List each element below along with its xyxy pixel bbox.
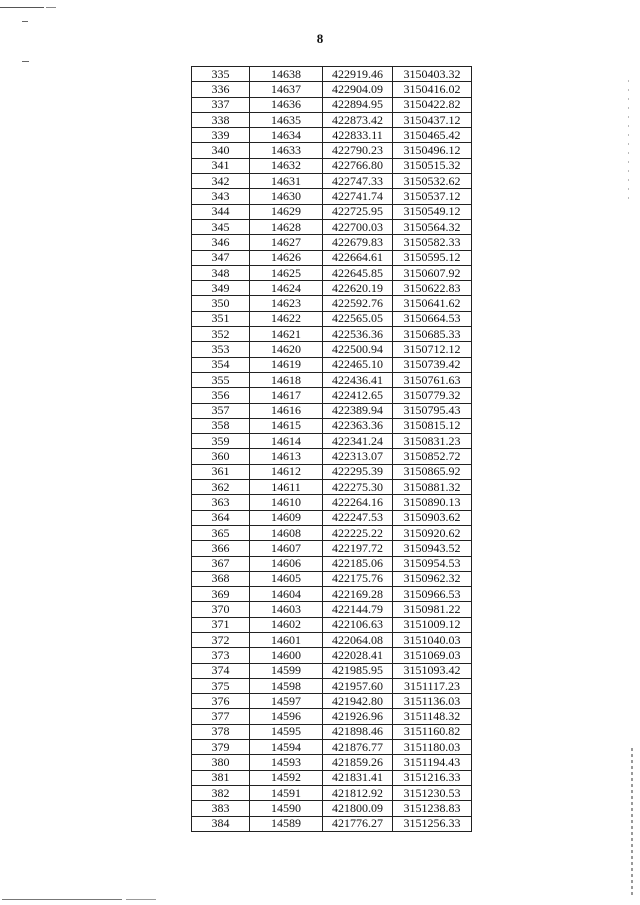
coordinate-y-cell: 3150943.52 <box>393 541 472 556</box>
coordinate-y-cell: 3150582.33 <box>393 235 472 250</box>
station-number-cell: 14613 <box>250 449 323 464</box>
station-number-cell: 14635 <box>250 112 323 127</box>
page-number: 8 <box>316 31 324 46</box>
table-row <box>192 174 472 189</box>
station-number-cell: 14606 <box>250 556 323 571</box>
coordinate-y-cell: 3150795.43 <box>393 403 472 418</box>
coordinate-x-cell: 422185.06 <box>323 556 393 571</box>
station-number-cell: 14620 <box>250 342 323 357</box>
coordinate-x-cell: 422175.76 <box>323 571 393 586</box>
coordinate-x-cell: 422465.10 <box>323 357 393 372</box>
station-number-cell: 14591 <box>250 785 323 800</box>
table-row <box>192 112 472 127</box>
coordinate-y-cell: 3151230.53 <box>393 785 472 800</box>
table-row <box>192 740 472 755</box>
scan-edge-artifact <box>631 748 633 898</box>
coordinate-x-cell: 421831.41 <box>323 770 393 785</box>
coordinates-table-body <box>192 67 472 832</box>
table-row <box>192 678 472 693</box>
point-number-cell: 373 <box>192 648 250 663</box>
coordinate-y-cell: 3151040.03 <box>393 632 472 647</box>
table-row <box>192 510 472 525</box>
coordinate-y-cell: 3151194.43 <box>393 755 472 770</box>
coordinate-y-cell: 3150515.32 <box>393 158 472 173</box>
point-number-cell: 363 <box>192 495 250 510</box>
point-number-cell: 357 <box>192 403 250 418</box>
coordinate-x-cell: 422436.41 <box>323 372 393 387</box>
coordinate-y-cell: 3150779.32 <box>393 388 472 403</box>
point-number-cell: 382 <box>192 785 250 800</box>
point-number-cell: 367 <box>192 556 250 571</box>
point-number-cell: 376 <box>192 694 250 709</box>
table-row <box>192 235 472 250</box>
point-number-cell: 372 <box>192 632 250 647</box>
coordinate-x-cell: 422389.94 <box>323 403 393 418</box>
table-row <box>192 801 472 816</box>
coordinate-x-cell: 421985.95 <box>323 663 393 678</box>
coordinate-x-cell: 421898.46 <box>323 724 393 739</box>
coordinate-x-cell: 422028.41 <box>323 648 393 663</box>
coordinate-y-cell: 3150739.42 <box>393 357 472 372</box>
coordinate-y-cell: 3150465.42 <box>393 128 472 143</box>
coordinate-y-cell: 3150564.32 <box>393 219 472 234</box>
coordinate-x-cell: 422225.22 <box>323 525 393 540</box>
coordinate-x-cell: 422536.36 <box>323 327 393 342</box>
station-number-cell: 14618 <box>250 372 323 387</box>
coordinate-y-cell: 3151256.33 <box>393 816 472 831</box>
coordinate-x-cell: 422620.19 <box>323 281 393 296</box>
coordinates-table <box>191 66 472 832</box>
scan-artifact-line <box>126 899 156 900</box>
table-row <box>192 632 472 647</box>
coordinate-x-cell: 422144.79 <box>323 602 393 617</box>
point-number-cell: 366 <box>192 541 250 556</box>
coordinate-y-cell: 3150664.53 <box>393 311 472 326</box>
coordinate-y-cell: 3150815.12 <box>393 418 472 433</box>
station-number-cell: 14632 <box>250 158 323 173</box>
point-number-cell: 383 <box>192 801 250 816</box>
station-number-cell: 14617 <box>250 388 323 403</box>
table-row <box>192 556 472 571</box>
station-number-cell: 14610 <box>250 495 323 510</box>
scan-artifact-dash <box>22 21 28 22</box>
coordinate-y-cell: 3150962.32 <box>393 571 472 586</box>
point-number-cell: 347 <box>192 250 250 265</box>
point-number-cell: 346 <box>192 235 250 250</box>
station-number-cell: 14607 <box>250 541 323 556</box>
coordinate-x-cell: 422904.09 <box>323 82 393 97</box>
table-row <box>192 250 472 265</box>
coordinate-y-cell: 3150954.53 <box>393 556 472 571</box>
coordinate-y-cell: 3151160.82 <box>393 724 472 739</box>
coordinate-y-cell: 3150595.12 <box>393 250 472 265</box>
point-number-cell: 356 <box>192 388 250 403</box>
coordinate-x-cell: 422790.23 <box>323 143 393 158</box>
coordinate-x-cell: 422664.61 <box>323 250 393 265</box>
coordinate-x-cell: 422264.16 <box>323 495 393 510</box>
coordinate-x-cell: 422645.85 <box>323 265 393 280</box>
coordinate-y-cell: 3151238.83 <box>393 801 472 816</box>
table-row <box>192 464 472 479</box>
table-row <box>192 541 472 556</box>
point-number-cell: 353 <box>192 342 250 357</box>
point-number-cell: 374 <box>192 663 250 678</box>
coordinate-y-cell: 3150437.12 <box>393 112 472 127</box>
table-row <box>192 403 472 418</box>
station-number-cell: 14628 <box>250 219 323 234</box>
coordinate-x-cell: 422169.28 <box>323 587 393 602</box>
table-row <box>192 602 472 617</box>
table-row <box>192 770 472 785</box>
station-number-cell: 14596 <box>250 709 323 724</box>
point-number-cell: 336 <box>192 82 250 97</box>
coordinate-y-cell: 3150532.62 <box>393 174 472 189</box>
station-number-cell: 14614 <box>250 434 323 449</box>
coordinate-y-cell: 3151148.32 <box>393 709 472 724</box>
coordinate-x-cell: 421957.60 <box>323 678 393 693</box>
point-number-cell: 342 <box>192 174 250 189</box>
coordinate-x-cell: 422247.53 <box>323 510 393 525</box>
station-number-cell: 14622 <box>250 311 323 326</box>
coordinate-y-cell: 3150865.92 <box>393 464 472 479</box>
point-number-cell: 338 <box>192 112 250 127</box>
coordinate-y-cell: 3150981.22 <box>393 602 472 617</box>
table-row <box>192 296 472 311</box>
point-number-cell: 349 <box>192 281 250 296</box>
table-row <box>192 709 472 724</box>
coordinate-x-cell: 422275.30 <box>323 480 393 495</box>
coordinate-y-cell: 3151069.03 <box>393 648 472 663</box>
table-row <box>192 418 472 433</box>
point-number-cell: 384 <box>192 816 250 831</box>
station-number-cell: 14615 <box>250 418 323 433</box>
coordinate-y-cell: 3150422.82 <box>393 97 472 112</box>
table-row <box>192 388 472 403</box>
table-row <box>192 785 472 800</box>
coordinate-y-cell: 3150852.72 <box>393 449 472 464</box>
coordinate-y-cell: 3150761.63 <box>393 372 472 387</box>
station-number-cell: 14626 <box>250 250 323 265</box>
station-number-cell: 14604 <box>250 587 323 602</box>
coordinate-x-cell: 422700.03 <box>323 219 393 234</box>
point-number-cell: 360 <box>192 449 250 464</box>
coordinate-x-cell: 422833.11 <box>323 128 393 143</box>
coordinate-x-cell: 422412.65 <box>323 388 393 403</box>
station-number-cell: 14599 <box>250 663 323 678</box>
table-row <box>192 189 472 204</box>
point-number-cell: 369 <box>192 587 250 602</box>
point-number-cell: 368 <box>192 571 250 586</box>
station-number-cell: 14594 <box>250 740 323 755</box>
point-number-cell: 380 <box>192 755 250 770</box>
coordinate-x-cell: 421926.96 <box>323 709 393 724</box>
coordinate-x-cell: 422592.76 <box>323 296 393 311</box>
point-number-cell: 381 <box>192 770 250 785</box>
coordinate-x-cell: 422565.05 <box>323 311 393 326</box>
station-number-cell: 14627 <box>250 235 323 250</box>
coordinate-y-cell: 3151136.03 <box>393 694 472 709</box>
table-row <box>192 372 472 387</box>
station-number-cell: 14605 <box>250 571 323 586</box>
table-row <box>192 449 472 464</box>
coordinate-x-cell: 421812.92 <box>323 785 393 800</box>
coordinate-x-cell: 422873.42 <box>323 112 393 127</box>
coordinate-x-cell: 422919.46 <box>323 67 393 82</box>
coordinate-y-cell: 3150685.33 <box>393 327 472 342</box>
scan-artifact-line <box>46 7 56 8</box>
coordinate-y-cell: 3151216.33 <box>393 770 472 785</box>
station-number-cell: 14608 <box>250 525 323 540</box>
point-number-cell: 354 <box>192 357 250 372</box>
coordinate-y-cell: 3151009.12 <box>393 617 472 632</box>
coordinate-x-cell: 422500.94 <box>323 342 393 357</box>
table-row <box>192 525 472 540</box>
coordinate-x-cell: 422341.24 <box>323 434 393 449</box>
point-number-cell: 339 <box>192 128 250 143</box>
coordinate-y-cell: 3150549.12 <box>393 204 472 219</box>
station-number-cell: 14600 <box>250 648 323 663</box>
table-row <box>192 97 472 112</box>
table-row <box>192 265 472 280</box>
table-row <box>192 724 472 739</box>
point-number-cell: 379 <box>192 740 250 755</box>
point-number-cell: 340 <box>192 143 250 158</box>
point-number-cell: 337 <box>192 97 250 112</box>
point-number-cell: 352 <box>192 327 250 342</box>
station-number-cell: 14621 <box>250 327 323 342</box>
table-row <box>192 617 472 632</box>
table-row <box>192 204 472 219</box>
coordinate-x-cell: 421876.77 <box>323 740 393 755</box>
station-number-cell: 14602 <box>250 617 323 632</box>
coordinate-y-cell: 3151180.03 <box>393 740 472 755</box>
station-number-cell: 14593 <box>250 755 323 770</box>
station-number-cell: 14633 <box>250 143 323 158</box>
point-number-cell: 345 <box>192 219 250 234</box>
table-row <box>192 67 472 82</box>
station-number-cell: 14589 <box>250 816 323 831</box>
station-number-cell: 14609 <box>250 510 323 525</box>
station-number-cell: 14625 <box>250 265 323 280</box>
point-number-cell: 335 <box>192 67 250 82</box>
station-number-cell: 14624 <box>250 281 323 296</box>
point-number-cell: 371 <box>192 617 250 632</box>
point-number-cell: 377 <box>192 709 250 724</box>
station-number-cell: 14629 <box>250 204 323 219</box>
table-row <box>192 311 472 326</box>
table-row <box>192 648 472 663</box>
station-number-cell: 14630 <box>250 189 323 204</box>
table-row <box>192 281 472 296</box>
table-row <box>192 82 472 97</box>
station-number-cell: 14623 <box>250 296 323 311</box>
station-number-cell: 14590 <box>250 801 323 816</box>
point-number-cell: 370 <box>192 602 250 617</box>
coordinate-y-cell: 3150890.13 <box>393 495 472 510</box>
coordinate-x-cell: 422295.39 <box>323 464 393 479</box>
coordinate-y-cell: 3150920.62 <box>393 525 472 540</box>
coordinate-y-cell: 3150496.12 <box>393 143 472 158</box>
scan-artifact-dash <box>22 61 29 62</box>
table-row <box>192 128 472 143</box>
table-row <box>192 342 472 357</box>
point-number-cell: 364 <box>192 510 250 525</box>
coordinate-y-cell: 3150831.23 <box>393 434 472 449</box>
coordinate-y-cell: 3150881.32 <box>393 480 472 495</box>
coordinate-x-cell: 421942.80 <box>323 694 393 709</box>
point-number-cell: 359 <box>192 434 250 449</box>
coordinate-x-cell: 422747.33 <box>323 174 393 189</box>
coordinate-y-cell: 3151117.23 <box>393 678 472 693</box>
station-number-cell: 14631 <box>250 174 323 189</box>
coordinate-y-cell: 3150903.62 <box>393 510 472 525</box>
coordinate-x-cell: 422679.83 <box>323 235 393 250</box>
coordinate-x-cell: 422064.08 <box>323 632 393 647</box>
coordinate-x-cell: 422725.95 <box>323 204 393 219</box>
table-row <box>192 434 472 449</box>
table-row <box>192 571 472 586</box>
coordinate-y-cell: 3150537.12 <box>393 189 472 204</box>
coordinate-y-cell: 3150607.92 <box>393 265 472 280</box>
coordinate-y-cell: 3150966.53 <box>393 587 472 602</box>
point-number-cell: 344 <box>192 204 250 219</box>
station-number-cell: 14598 <box>250 678 323 693</box>
scan-artifact-line <box>2 899 122 900</box>
coordinate-x-cell: 422197.72 <box>323 541 393 556</box>
coordinate-x-cell: 421776.27 <box>323 816 393 831</box>
point-number-cell: 375 <box>192 678 250 693</box>
station-number-cell: 14597 <box>250 694 323 709</box>
station-number-cell: 14637 <box>250 82 323 97</box>
point-number-cell: 348 <box>192 265 250 280</box>
station-number-cell: 14636 <box>250 97 323 112</box>
station-number-cell: 14616 <box>250 403 323 418</box>
coordinate-x-cell: 422766.80 <box>323 158 393 173</box>
station-number-cell: 14595 <box>250 724 323 739</box>
table-row <box>192 495 472 510</box>
station-number-cell: 14603 <box>250 602 323 617</box>
table-row <box>192 480 472 495</box>
coordinate-y-cell: 3150622.83 <box>393 281 472 296</box>
coordinate-y-cell: 3150712.12 <box>393 342 472 357</box>
coordinate-x-cell: 422106.63 <box>323 617 393 632</box>
station-number-cell: 14638 <box>250 67 323 82</box>
table-row <box>192 694 472 709</box>
coordinate-y-cell: 3150641.62 <box>393 296 472 311</box>
station-number-cell: 14619 <box>250 357 323 372</box>
point-number-cell: 358 <box>192 418 250 433</box>
point-number-cell: 378 <box>192 724 250 739</box>
coordinate-y-cell: 3150403.32 <box>393 67 472 82</box>
table-row <box>192 143 472 158</box>
point-number-cell: 361 <box>192 464 250 479</box>
coordinate-x-cell: 421800.09 <box>323 801 393 816</box>
table-row <box>192 327 472 342</box>
point-number-cell: 343 <box>192 189 250 204</box>
point-number-cell: 350 <box>192 296 250 311</box>
table-row <box>192 158 472 173</box>
coordinate-y-cell: 3150416.02 <box>393 82 472 97</box>
table-row <box>192 219 472 234</box>
station-number-cell: 14601 <box>250 632 323 647</box>
point-number-cell: 362 <box>192 480 250 495</box>
coordinate-y-cell: 3151093.42 <box>393 663 472 678</box>
table-row <box>192 755 472 770</box>
coordinate-x-cell: 422313.07 <box>323 449 393 464</box>
scan-artifact-line <box>0 7 44 8</box>
station-number-cell: 14634 <box>250 128 323 143</box>
coordinate-x-cell: 422363.36 <box>323 418 393 433</box>
point-number-cell: 351 <box>192 311 250 326</box>
station-number-cell: 14592 <box>250 770 323 785</box>
scan-edge-artifact <box>628 80 629 200</box>
table-row <box>192 816 472 831</box>
point-number-cell: 355 <box>192 372 250 387</box>
station-number-cell: 14612 <box>250 464 323 479</box>
coordinate-x-cell: 422741.74 <box>323 189 393 204</box>
coordinate-x-cell: 422894.95 <box>323 97 393 112</box>
coordinate-x-cell: 421859.26 <box>323 755 393 770</box>
table-row <box>192 663 472 678</box>
point-number-cell: 341 <box>192 158 250 173</box>
station-number-cell: 14611 <box>250 480 323 495</box>
table-row <box>192 587 472 602</box>
point-number-cell: 365 <box>192 525 250 540</box>
table-row <box>192 357 472 372</box>
